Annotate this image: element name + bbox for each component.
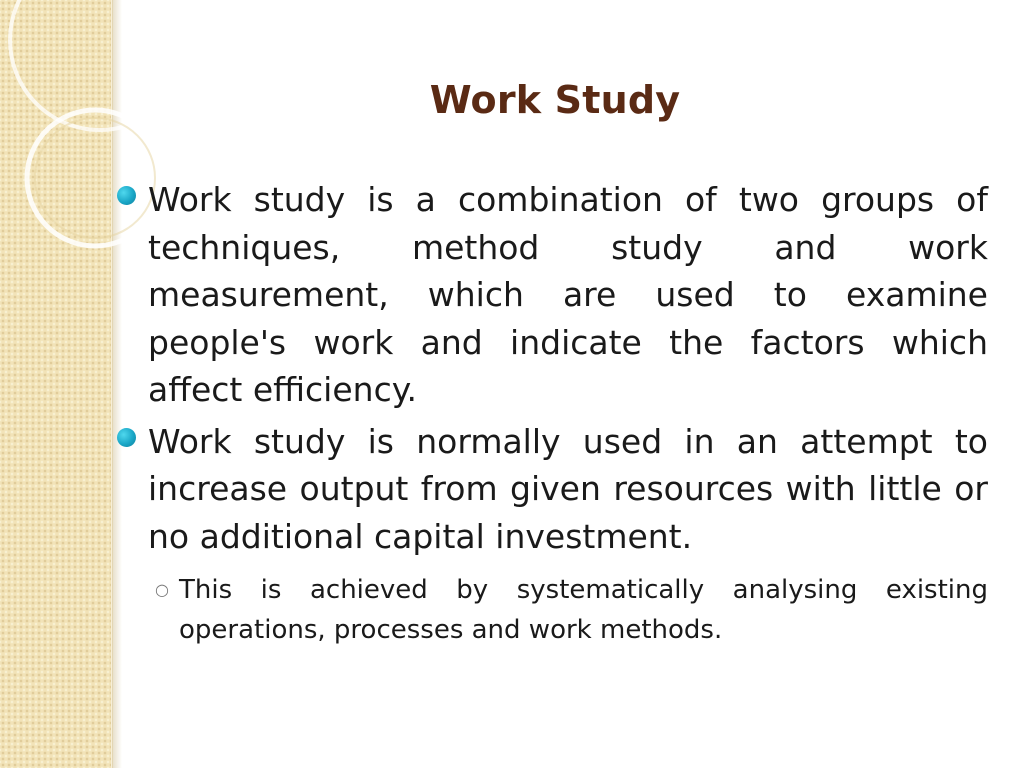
hollow-circle-icon: ○: [155, 580, 169, 599]
bullet-dot-icon: [117, 428, 136, 447]
bullet-item: [148, 418, 988, 561]
decorative-ring-small-inner: [35, 118, 155, 238]
bullet-text: Work study is a combination of two groups of techniques, method study and work measurement, which are used to examine people's work and indicate the factors which affect efficiency.: [148, 180, 988, 409]
sub-bullet-item: [155, 570, 988, 650]
slide-title: Work Study: [429, 78, 681, 122]
bullet-dot-icon: [117, 186, 136, 205]
sub-bullet-text: This is achieved by systematically analysing existing operations, processes and work methods.: [179, 575, 988, 645]
bullet-text: Work study is normally used in an attempt to increase output from given resources with little or no additional capital investment.: [148, 421, 988, 556]
bullet-item: [148, 176, 988, 414]
slide-body: [148, 176, 988, 650]
decorative-rings: [0, 0, 160, 260]
